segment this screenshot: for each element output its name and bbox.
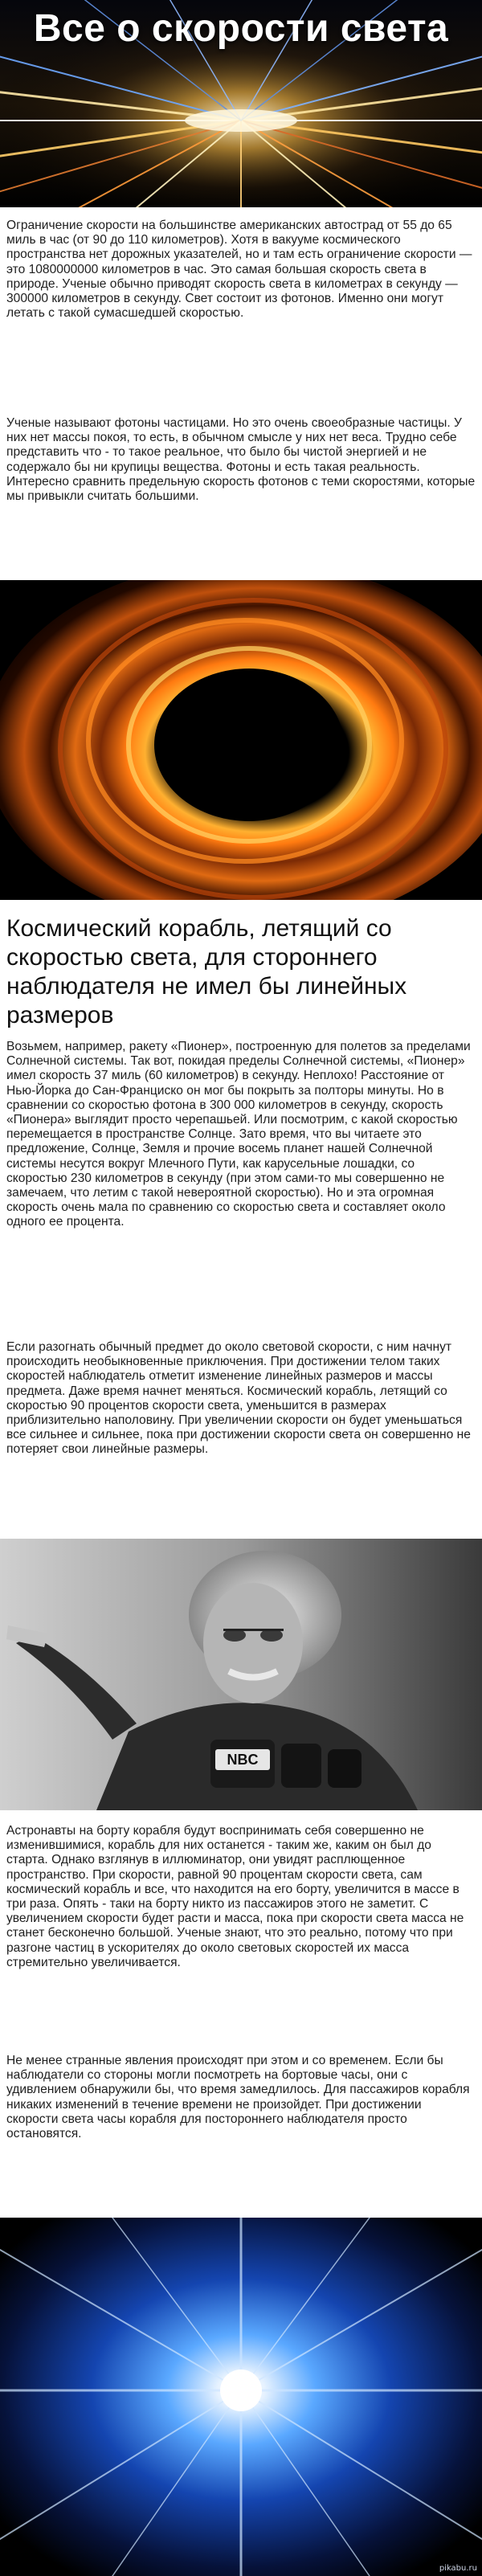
section-heading: Космический корабль, летящий со скоростью света, для стороннего наблюдателя не имел бы линейных размеров: [6, 915, 407, 1028]
einstein-photo: [0, 1539, 482, 1810]
page-title: Все о скорости света: [33, 7, 449, 50]
paragraph-astronauts: Астронавты на борту корабля будут воспринимать себя совершенно не изменившимися, корабль для них останется - таким же, каким он был до старта. Однако взглянув в иллюминатор, они увидят расплющенное пространство. При скорости, равной 90 процентам скорости света, сам космический корабль и все, что находится на его борту, увеличится в массе в три раза. Опять - таки на борту никто из пассажиров этого не заметит. С увеличением скорости будет расти и масса, пока при скорости света масса не станет бесконечно большой. Ученые знают, что это реально, потому что при разгоне частиц в ускорителях до около световых скоростей их масса стремительно увеличивается.: [6, 1824, 464, 1969]
wormhole-image: [0, 580, 482, 900]
nbc-mic-label: NBC: [227, 1752, 259, 1768]
watermark: pikabu.ru: [439, 2564, 477, 2573]
paragraph-speed-limit: Ограничение скорости на большинстве американских автострад от 55 до 65 миль в час (от 90 до 110 километров). Хотя в вакууме космического пространства нет дорожных указателей, но и там есть ограничение скорости — это 1080000000 километров в час. Это самая большая скорость света в природе. Ученые обычно приводят скорость света в километрах в секунду — 300000 километров в секунду. Свет состоит из фотонов. Именно они могут летать с такой сумасшедшей скоростью.: [6, 219, 472, 321]
paragraph-time-dilation: Не менее странные явления происходят при этом и со временем. Если бы наблюдатели со стороны могли посмотреть на бортовые часы, они с удивлением обнаружили бы, что время замедлилось. Для пассажиров корабля никаких изменений в течение времени не произойдет. При достижении скорости света часы корабля для постороннего наблюдателя просто остановятся.: [6, 2054, 470, 2141]
paragraph-photons: Ученые называют фотоны частицами. Но это очень своеобразные частицы. У них нет массы покоя, то есть, в обычном смысле у них нет веса. Трудно себе представить что - то такое реальное, что было бы чистой энергией и не содержало бы ни крупицы вещества. Фотоны и есть такая реальность. Интересно сравнить предельную скорость фотонов с теми скоростями, которые мы привыкли считать большими.: [6, 416, 476, 504]
paragraph-pioneer: Возьмем, например, ракету «Пионер», построенную для полетов за пределами Солнечной системы. Так вот, покидая пределы Солнечной системы, «Пионер» имел скорость 37 миль (60 километров) в секунду. Неплохо! Расстояние от Нью-Йорка до Сан-Франциско он мог бы покрыть за полторы минуты. Но в сравнении со скоростью фотона в 300 000 километров в секунду, скорость «Пионера» выглядит просто черепашьей. Или посмотрим, с какой скоростью перемещается в пространстве Солнце. Зато время, что вы читаете это предложение, Солнце, Земля и прочие восемь планет нашей Солнечной системы несутся вокруг Млечного Пути, как карусельные лошадки, со скоростью 230 километров в секунду (при этом сами-то мы совершенно не замечаем, что летим с такой невероятной скоростью). Но и эта огромная скорость очень мала по сравнению со скоростью света и составляет около одного ее процента.: [6, 1040, 471, 1229]
header-banner: [0, 0, 482, 207]
light-burst-image: [0, 2218, 482, 2576]
paragraph-relativity: Если разогнать обычный предмет до около световой скорости, с ним начнут происходить необыкновенные приключения. При достижении телом таких скоростей наблюдатель отметит изменение линейных размеров и массы предмета. Даже время начнет меняться. Космический корабль, летящий со скоростью 90 процентов скорости света, уменьшится в размерах приблизительно наполовину. При увеличении скорости он будет уменьшаться все сильнее и сильнее, пока при достижении скорости света он совершенно не потеряет свои линейные размеры.: [6, 1340, 471, 1457]
